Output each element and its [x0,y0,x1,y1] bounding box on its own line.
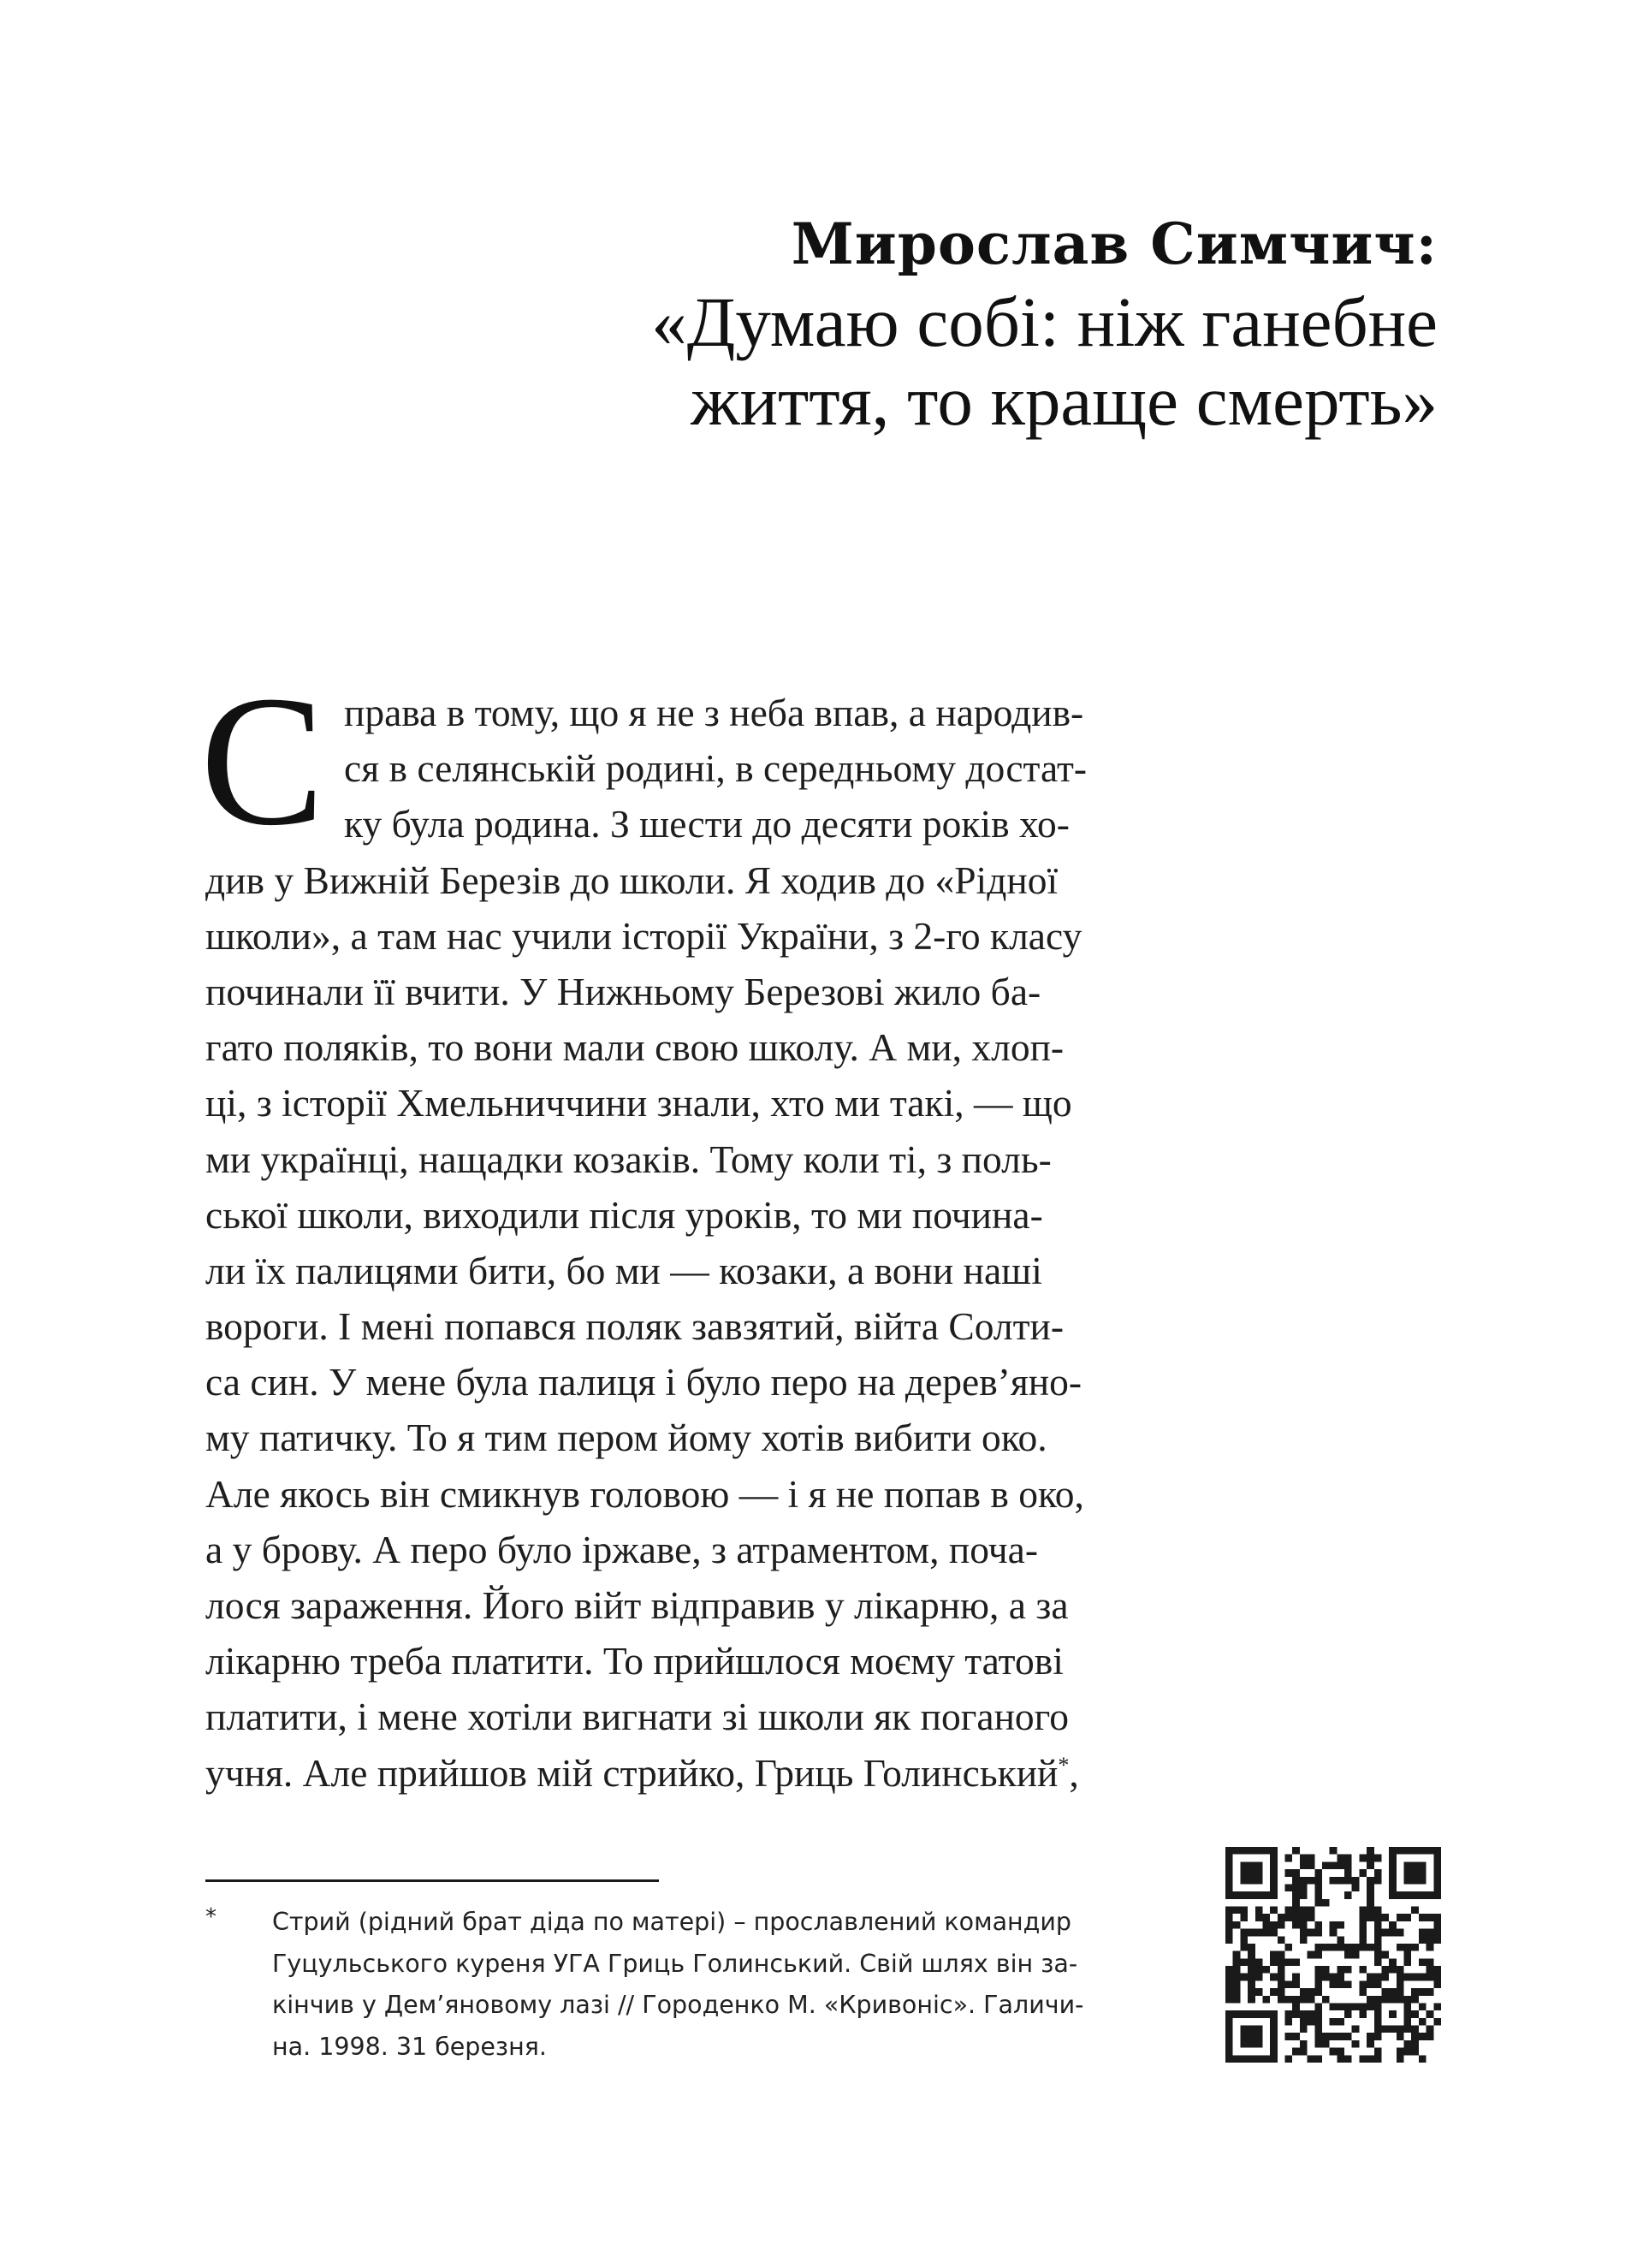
body-line: лікарню треба платити. То прийшлося моєму татові [205,1639,1064,1683]
body-line-last [205,1745,1181,1801]
quote-line-1: «Думаю собі: ніж ганебне [651,282,1438,361]
body-line: права в тому, що я не з неба впав, а народив- [344,691,1084,734]
body-line: ли їх палицями бити, бо ми — козаки, а вони наші [205,1248,1042,1292]
body-line: лося зараження. Його війт відправив у лікарню, а за [205,1583,1069,1627]
body-line: му патичку. То я тим пером йому хотів вибити око. [205,1416,1047,1460]
body-line: ми українці, нащадки козаків. Тому коли ті, з поль- [205,1137,1052,1181]
body-line-tail: , [1069,1750,1079,1795]
body-line: а у брову. А перо було іржаве, з атраментом, поча- [205,1527,1039,1571]
chapter-heading [240,205,1438,440]
body-line: ся в селянській родині, в середньому достат- [344,746,1088,791]
body-line: ці, з історії Хмельниччини знали, хто ми такі, — що [205,1081,1072,1125]
footnote-divider [205,1879,659,1882]
footnote-reference[interactable]: * [1058,1752,1070,1778]
footnote [205,1902,1181,2068]
footnote-line: кінчив у Дем’яновому лазі // Городенко М. «Кривоніс». Галичи- [272,1991,1084,2019]
footnote-line: Стрий (рідний брат діда по матері) – прославлений командир [272,1908,1072,1936]
body-line: див у Вижній Березів до школи. Я ходив до «Рідної [205,858,1059,902]
footnote-line: Гуцульського куреня УГА Гриць Голинський. Свій шлях він за- [272,1949,1078,1978]
body-line: гато поляків, то вони мали свою школу. А ми, хлоп- [205,1025,1065,1070]
body-line: Але якось він смикнув головою — і я не попав в око, [205,1471,1084,1516]
body-line: са син. У мене була палиця і було перо на дерев’яно- [205,1360,1082,1404]
body-line: платити, і мене хотіли вигнати зі школи як поганого [205,1695,1069,1739]
body-line: ку була родина. З шести до десяти років хо- [344,802,1070,846]
body-line: школи», а там нас учили історії України, з 2-го класу [205,913,1082,958]
footnote-marker: * [205,1904,216,1930]
quote-line-2: життя, то краще смерть» [691,361,1438,440]
body-line-text: учня. Але прийшов мій стрийко, Гриць Голинський [205,1750,1059,1795]
footnote-line: на. 1998. 31 березня. [272,2032,547,2061]
body-line: починали її вчити. У Нижньому Березові жило ба- [205,969,1041,1013]
author-name: Мирослав Симчич: [791,211,1438,277]
body-text [200,658,1181,1801]
qr-code-icon[interactable] [1225,1847,1441,2063]
drop-cap: С [200,658,325,864]
body-line: ської школи, виходили після уроків, то ми почина- [205,1192,1043,1237]
footnote-text [272,1902,1181,2068]
body-line: вороги. І мені попався поляк завзятий, війта Солти- [205,1304,1064,1349]
